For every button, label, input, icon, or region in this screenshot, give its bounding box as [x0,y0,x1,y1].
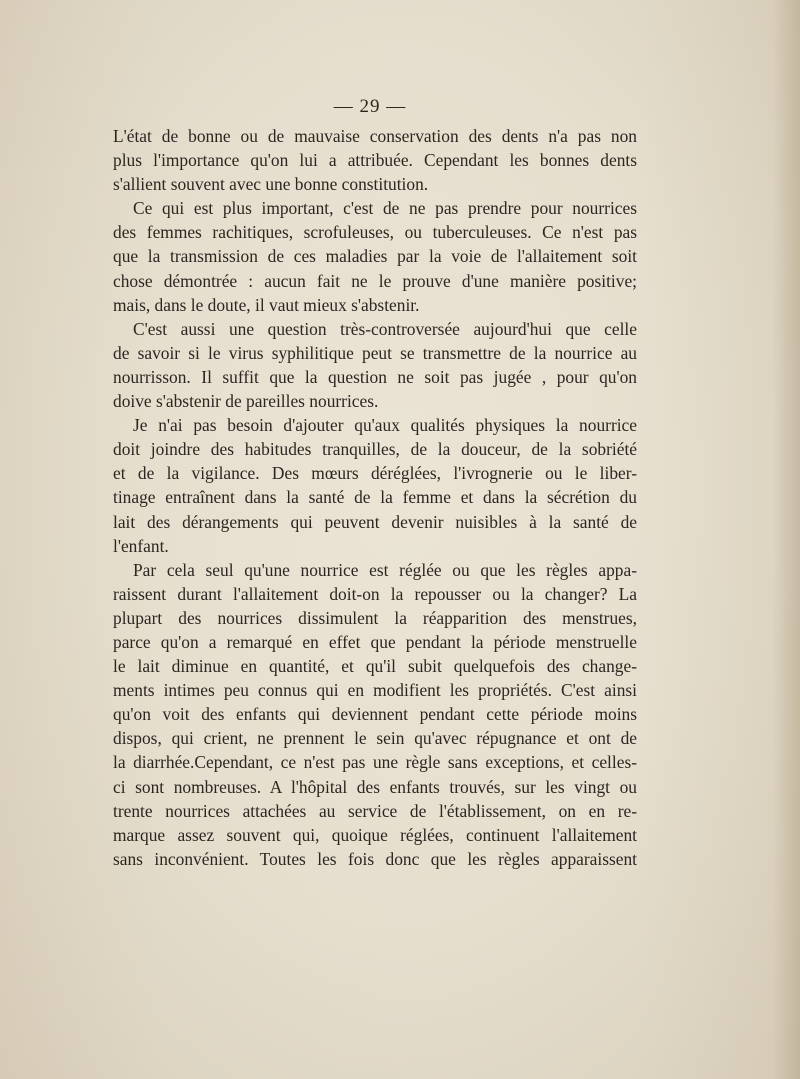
text-line: ci sont nombreuses. A l'hôpital des enfants trouvés, sur les vingt ou [113,776,637,797]
body-text [113,124,637,871]
paragraph-1 [113,124,637,196]
text-line: raissent durant l'allaitement doit-on la repousser ou la changer? La [113,583,637,604]
text-line: ments intimes peu connus qui en modifient les propriétés. C'est ainsi [113,680,637,701]
paragraph-5 [113,558,637,871]
text-line: C'est aussi une question très-controversée aujourd'hui que celle [133,318,637,339]
text-line: plus l'importance qu'on lui a attribuée. Cependant les bonnes dents [113,150,637,171]
text-line: mais, dans le doute, il vaut mieux s'abstenir. [113,294,420,315]
text-line: le lait diminue en quantité, et qu'il subit quelquefois des change- [113,656,637,677]
text-line: plupart des nourrices dissimulent la réapparition des menstrues, [113,607,637,628]
text-line: l'enfant. [113,535,169,556]
text-line: marque assez souvent qui, quoique réglées, continuent l'allaitement [113,824,637,845]
text-line: doit joindre des habitudes tranquilles, de la douceur, de la sobriété [113,439,637,460]
text-line: nourrisson. Il suffit que la question ne soit pas jugée , pour qu'on [113,366,637,387]
text-line: parce qu'on a remarqué en effet que pendant la période menstruelle [113,631,637,652]
page-edge-shadow [772,0,800,1079]
paragraph-3 [113,317,637,413]
paragraph-4 [113,413,637,558]
text-line: et de la vigilance. Des mœurs déréglées, l'ivrognerie ou le liber- [113,463,637,484]
text-line: que la transmission de ces maladies par la voie de l'allaitement soit [113,246,637,267]
text-line: chose démontrée : aucun fait ne le prouve d'une manière positive; [113,270,637,291]
text-line: Je n'ai pas besoin d'ajouter qu'aux qualités physiques la nourrice [133,415,637,436]
text-line: la diarrhée.Cependant, ce n'est pas une règle sans exceptions, et celles- [113,752,637,773]
page-number: — 29 — [333,96,407,117]
text-line: qu'on voit des enfants qui deviennent pendant cette période moins [113,704,637,725]
text-line: s'allient souvent avec une bonne constitution. [113,174,429,195]
text-line: des femmes rachitiques, scrofuleuses, ou tuberculeuses. Ce n'est pas [113,222,637,243]
text-line: sans inconvénient. Toutes les fois donc que les règles apparaissent [113,848,637,869]
text-line: trente nourrices attachées au service de l'établissement, on en re- [113,800,637,821]
text-line: lait des dérangements qui peuvent devenir nuisibles à la santé de [113,511,637,532]
text-line: de savoir si le virus syphilitique peut se transmettre de la nourrice au [113,342,637,363]
text-line: tinage entraînent dans la santé de la femme et dans la sécrétion du [113,487,637,508]
paragraph-2 [113,196,637,316]
text-line: dispos, qui crient, ne prennent le sein qu'avec répugnance et ont de [113,728,637,749]
text-line: L'état de bonne ou de mauvaise conservation des dents n'a pas non [113,126,637,146]
text-line: Ce qui est plus important, c'est de ne pas prendre pour nourrices [133,198,637,219]
text-line: doive s'abstenir de pareilles nourrices. [113,391,379,412]
text-line: Par cela seul qu'une nourrice est réglée ou que les règles appa- [133,559,637,580]
